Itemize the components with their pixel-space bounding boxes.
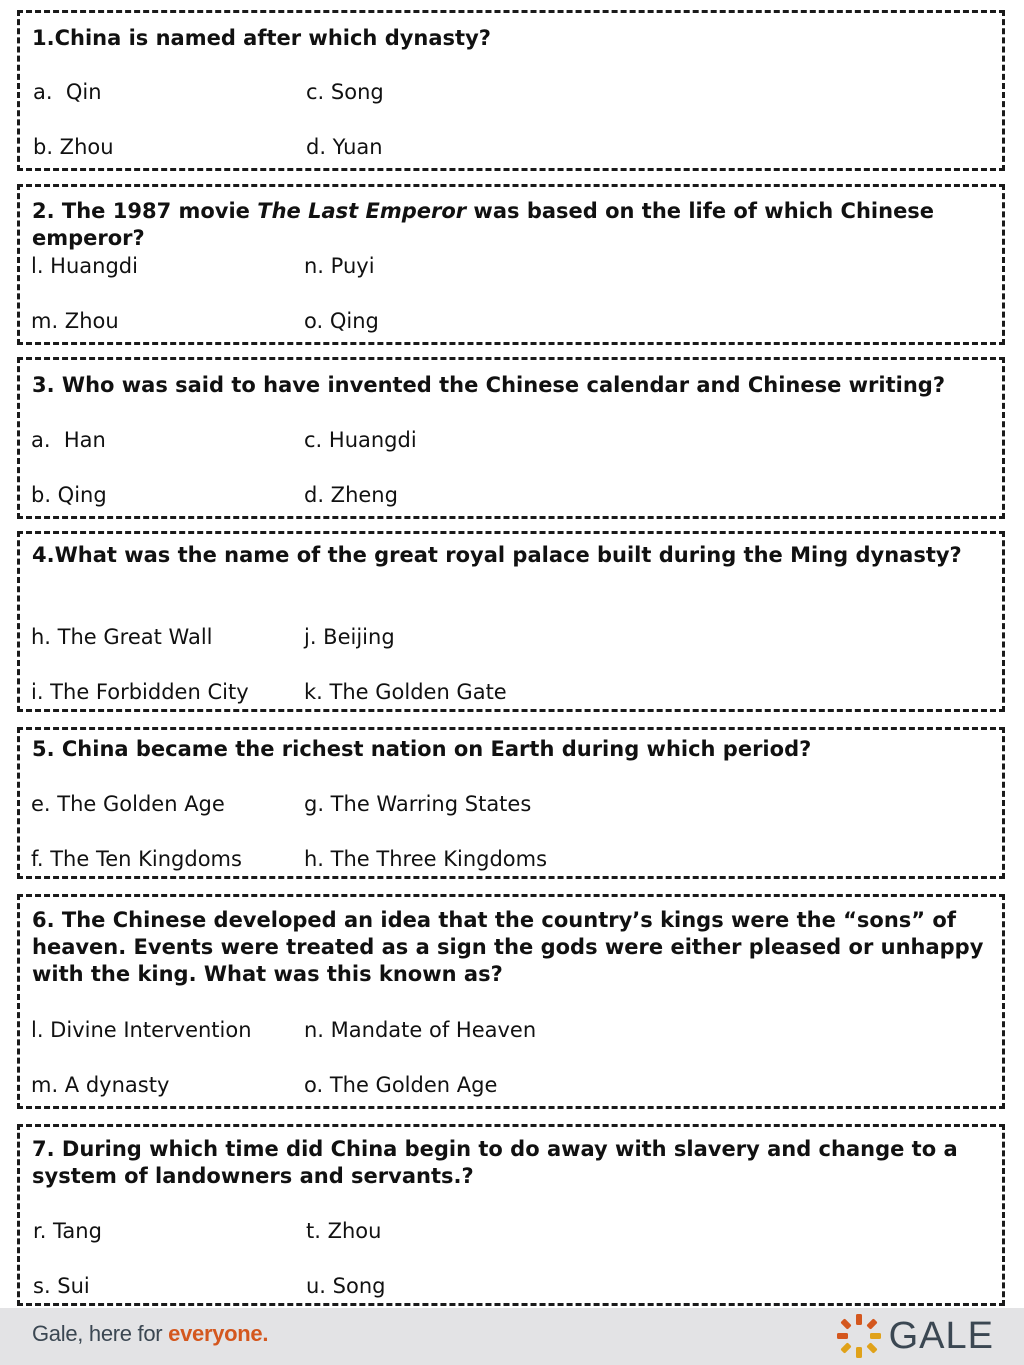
question-5-option-g[interactable]: g. The Warring States <box>304 792 532 816</box>
question-2-option-n[interactable]: n. Puyi <box>304 254 375 278</box>
question-4-option-k[interactable]: k. The Golden Gate <box>304 680 507 704</box>
question-1-text: 1.China is named after which dynasty? <box>32 26 491 50</box>
question-4-option-j[interactable]: j. Beijing <box>304 625 395 649</box>
question-2-text <box>32 198 992 252</box>
question-4 <box>17 531 1005 712</box>
question-2-option-o[interactable]: o. Qing <box>304 309 379 333</box>
question-2-text-start: 2. The 1987 movie <box>32 199 258 223</box>
footer-bar <box>0 1308 1024 1365</box>
question-4-option-i[interactable]: i. The Forbidden City <box>31 680 249 704</box>
tagline-accent: everyone. <box>168 1321 269 1346</box>
question-2-option-m[interactable]: m. Zhou <box>31 309 119 333</box>
question-5-option-e[interactable]: e. The Golden Age <box>31 792 225 816</box>
question-5 <box>17 727 1005 879</box>
footer-tagline <box>32 1321 268 1347</box>
question-6-option-o[interactable]: o. The Golden Age <box>304 1073 498 1097</box>
question-6 <box>17 894 1005 1109</box>
question-4-option-h[interactable]: h. The Great Wall <box>31 625 213 649</box>
question-3-option-d[interactable]: d. Zheng <box>304 483 398 507</box>
question-3-text: 3. Who was said to have invented the Chinese calendar and Chinese writing? <box>32 373 945 397</box>
question-6-text: 6. The Chinese developed an idea that the country’s kings were the “sons” of heaven. Events were treated as a sign the gods were either pleased or unhappy with the king. What was this known as? <box>32 908 984 986</box>
question-3-option-a[interactable]: a. Han <box>31 428 106 452</box>
gale-burst-icon <box>835 1312 883 1360</box>
question-5-option-f[interactable]: f. The Ten Kingdoms <box>31 847 242 871</box>
question-1-option-d[interactable]: d. Yuan <box>306 135 383 159</box>
question-6-option-l[interactable]: l. Divine Intervention <box>31 1018 252 1042</box>
question-3 <box>17 357 1005 519</box>
tagline-start: Gale, here for <box>32 1321 169 1346</box>
question-5-text: 5. China became the richest nation on Earth during which period? <box>32 737 812 761</box>
question-7-option-r[interactable]: r. Tang <box>33 1219 102 1243</box>
question-1-option-c[interactable]: c. Song <box>306 80 384 104</box>
question-1 <box>17 10 1005 171</box>
gale-logo <box>835 1312 994 1360</box>
question-6-option-n[interactable]: n. Mandate of Heaven <box>304 1018 537 1042</box>
question-2-text-end: was based on the life of which Chinese emperor? <box>32 199 935 250</box>
question-2-movie-title: The Last Emperor <box>257 199 467 223</box>
question-6-option-m[interactable]: m. A dynasty <box>31 1073 170 1097</box>
gale-logo-text: GALE <box>888 1314 994 1357</box>
question-7-option-t[interactable]: t. Zhou <box>306 1219 382 1243</box>
question-2-option-l[interactable]: l. Huangdi <box>31 254 138 278</box>
question-1-option-b[interactable]: b. Zhou <box>33 135 114 159</box>
question-7-option-s[interactable]: s. Sui <box>33 1274 90 1298</box>
question-4-text: 4.What was the name of the great royal palace built during the Ming dynasty? <box>32 543 962 567</box>
question-2 <box>17 184 1005 345</box>
question-7-text: 7. During which time did China begin to do away with slavery and change to a system of landowners and servants.? <box>32 1137 958 1188</box>
question-7-option-u[interactable]: u. Song <box>306 1274 386 1298</box>
question-5-option-h[interactable]: h. The Three Kingdoms <box>304 847 548 871</box>
question-3-option-c[interactable]: c. Huangdi <box>304 428 417 452</box>
question-1-option-a[interactable]: a. Qin <box>33 80 102 104</box>
question-3-option-b[interactable]: b. Qing <box>31 483 107 507</box>
question-7 <box>17 1124 1005 1306</box>
